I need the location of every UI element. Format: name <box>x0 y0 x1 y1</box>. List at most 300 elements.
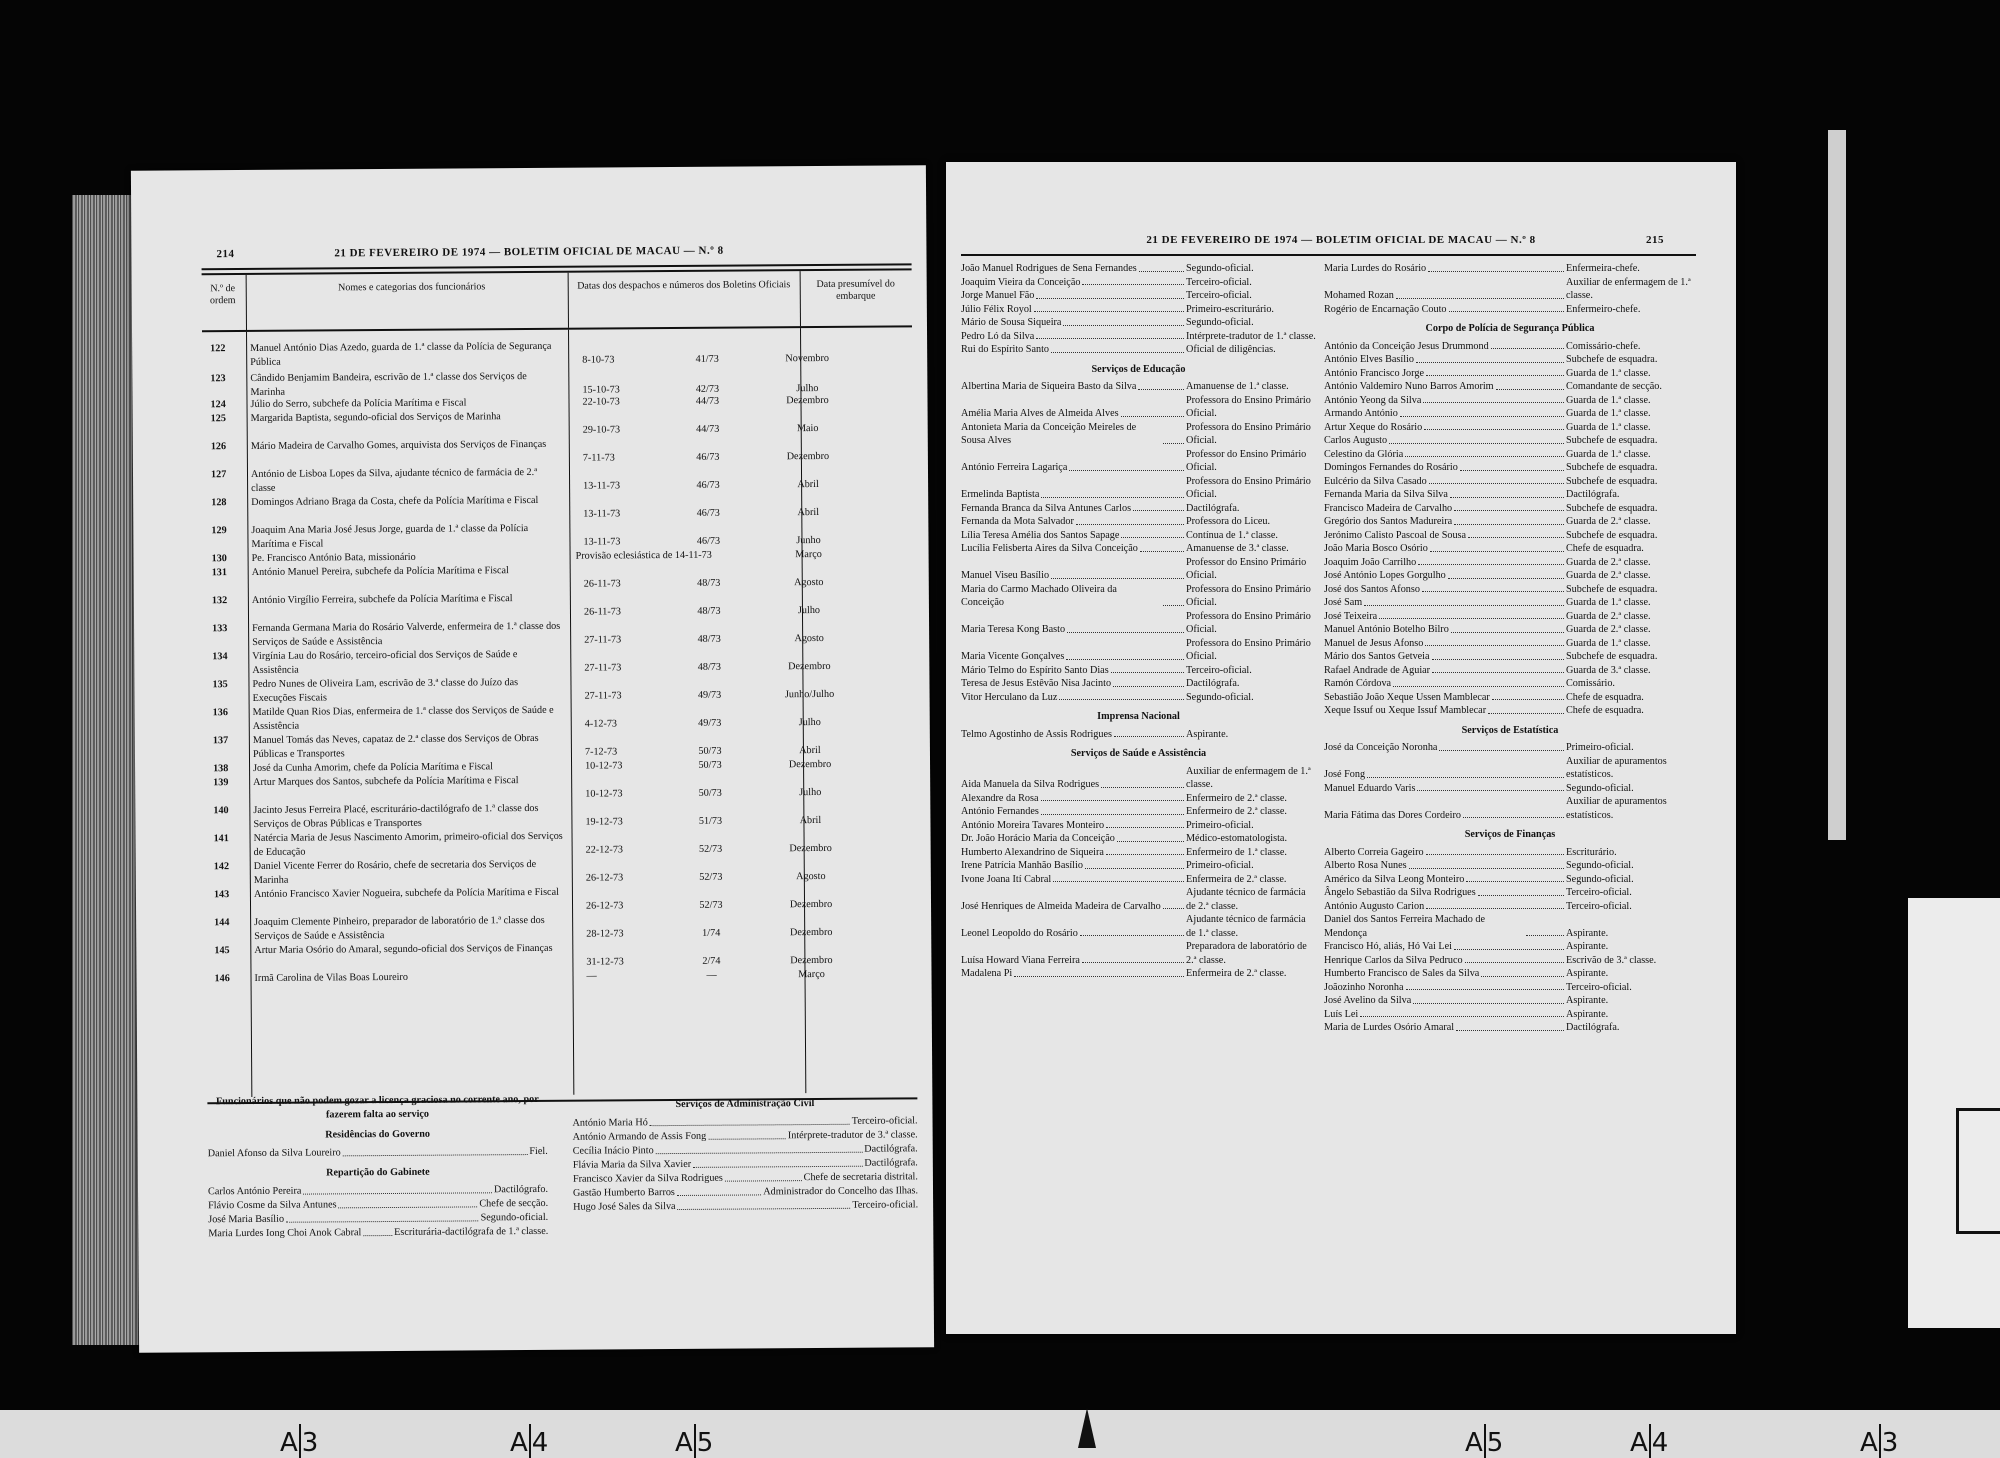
person-name: Maria Lurdes Iong Choi Anok Cabral <box>208 1227 362 1240</box>
dispatch-date: Provisão eclesiástica de 14-11-73 <box>575 549 712 562</box>
bulletin-number: 42/73 <box>695 383 720 395</box>
embark-date: Dezembro <box>786 450 830 463</box>
list-item <box>961 394 1316 421</box>
bulletin-number: 51/73 <box>698 815 723 827</box>
person-name: Daniel dos Santos Ferreira Machado de Mendonça <box>1324 914 1485 939</box>
bulletin-number: 48/73 <box>697 661 722 673</box>
position-title: Subchefe de esquadra. <box>1566 529 1658 541</box>
dispatch-date: 29-10-73 <box>582 424 621 436</box>
position-title: Professora do Ensino Primário Oficial. <box>1186 637 1311 662</box>
dispatch-date: 4-12-73 <box>584 718 618 730</box>
policia-list <box>1324 340 1696 718</box>
list-item <box>1324 276 1696 303</box>
col-header-dispatch: Datas dos despachos e números dos Boletins Oficiais <box>577 279 791 292</box>
person-name: Mário de Sousa Siqueira <box>961 317 1062 328</box>
position-title: Amanuense de 3.ª classe. <box>1186 543 1289 554</box>
list-item <box>1324 623 1696 637</box>
film-mark-a5-right: A 5 <box>1465 1424 1503 1458</box>
list-item <box>1324 556 1696 570</box>
person-name: Maria de Lurdes Osório Amaral <box>1324 1022 1455 1033</box>
estatistica-list <box>1324 741 1696 822</box>
embark-date: Dezembro <box>788 758 832 771</box>
person-name: Telmo Agostinho de Assis Rodrigues <box>961 728 1112 740</box>
list-item <box>961 728 1316 742</box>
position-title: Chefe de secretaria distrital. <box>803 1171 918 1184</box>
bulletin-number: 48/73 <box>697 577 721 589</box>
position-title: Dactilógrafa. <box>1566 1022 1620 1033</box>
person-name: Eulcério da Silva Casado <box>1324 475 1427 487</box>
row-number: 139 <box>213 777 229 789</box>
dispatch-date: 10-12-73 <box>585 788 623 800</box>
row-number: 138 <box>213 763 229 775</box>
list-item <box>961 846 1316 860</box>
list-item <box>961 262 1316 276</box>
dispatch-date: 22-12-73 <box>585 844 624 856</box>
embark-date: Abril <box>797 506 820 519</box>
row-number: 125 <box>210 413 226 425</box>
embark-date: Março <box>795 548 822 561</box>
film-mark-a3-right: A 3 <box>1860 1424 1898 1458</box>
position-title: Dactilógrafa. <box>1566 489 1620 500</box>
position-title: Escriturária-dactilógrafa de 1.ª classe. <box>394 1225 549 1238</box>
position-title: Terceiro-oficial. <box>1566 887 1632 898</box>
list-item <box>1324 542 1696 556</box>
right-page <box>946 162 1736 1334</box>
embark-date: Dezembro <box>789 926 833 939</box>
position-title: Segundo-oficial. <box>1566 860 1634 871</box>
list-item <box>961 583 1316 610</box>
dispatch-date: 26-12-73 <box>585 872 624 884</box>
list-item <box>1324 741 1696 755</box>
person-name: Manuel Viseu Basílio <box>961 570 1050 581</box>
position-title: Segundo-oficial. <box>1186 317 1254 328</box>
dispatch-date: 26-11-73 <box>583 578 621 590</box>
right-running-title: 21 DE FEVEREIRO DE 1974 — BOLETIM OFICIAL DE MACAU — N.º 8 <box>1146 234 1536 246</box>
person-name: Albertina Maria de Siqueira Basto da Silva <box>961 381 1137 392</box>
employee-name-category: Natércia Maria de Jesus Nascimento Amorim, primeiro-oficial dos Serviços de Educação <box>253 830 563 858</box>
row-number: 136 <box>212 707 228 719</box>
employee-name-category: Irmã Carolina de Vilas Boas Loureiro <box>254 971 408 984</box>
bulletin-number: 49/73 <box>698 717 722 729</box>
list-item <box>1324 596 1696 610</box>
position-title: Ajudante técnico de farmácia de 2.ª classe. <box>1186 887 1306 912</box>
dispatch-date: 26-12-73 <box>585 900 624 912</box>
row-number: 123 <box>210 373 226 385</box>
person-name: Gregório dos Santos Madureira <box>1324 516 1453 527</box>
embark-date: Maio <box>796 422 819 435</box>
person-name: Alberto Correia Gageiro <box>1324 846 1424 858</box>
notice-block <box>207 1093 548 1241</box>
person-name: José Henriques de Almeida Madeira de Carvalho <box>961 900 1161 912</box>
list-item <box>1324 515 1696 529</box>
bulletin-number: 1/74 <box>702 927 721 939</box>
position-title: Administrador do Concelho das Ilhas. <box>763 1185 919 1198</box>
list-item <box>1324 529 1696 543</box>
position-title: Professora do Liceu. <box>1186 516 1271 527</box>
person-name: José António Lopes Gorgulho <box>1324 570 1446 581</box>
list-item <box>208 1225 548 1241</box>
position-title: Enfermeira-chefe. <box>1566 263 1640 274</box>
employee-name-category: Virgínia Lau do Rosário, terceiro-oficial dos Serviços de Saúde e Assistência <box>252 649 518 676</box>
person-name: Aida Manuela da Silva Rodrigues <box>961 779 1100 790</box>
person-name: Rui do Espírito Santo <box>961 344 1050 355</box>
row-number: 130 <box>211 553 227 565</box>
col-header-number: N.º de ordem <box>209 283 236 307</box>
bulletin-number: 52/73 <box>699 871 723 883</box>
list-item <box>1324 637 1696 651</box>
row-number: 141 <box>213 833 229 845</box>
person-name: Gastão Humberto Barros <box>572 1187 675 1199</box>
position-title: Terceiro-oficial. <box>1186 290 1252 301</box>
row-number: 140 <box>213 805 229 817</box>
person-name: Flávia Maria da Silva Xavier <box>572 1158 692 1171</box>
bulletin-number: — <box>706 969 717 981</box>
position-title: Professora do Ensino Primário Oficial. <box>1186 610 1311 635</box>
person-name: Maria Lurdes do Rosário <box>1324 263 1427 274</box>
person-name: Henrique Carlos da Silva Pedruco <box>1324 954 1463 966</box>
embark-date: Dezembro <box>790 954 833 967</box>
position-title: Aspirante. <box>1566 995 1609 1006</box>
person-name: Lucília Felisberta Aires da Silva Conceição <box>961 543 1138 554</box>
position-title: Contínua de 1.ª classe. <box>1186 529 1278 541</box>
embark-date: Dezembro <box>788 660 831 673</box>
person-name: António Fernandes <box>961 806 1039 817</box>
dispatch-date: 26-11-73 <box>583 606 621 618</box>
right-page-number: 215 <box>1646 234 1664 246</box>
position-title: Escriturário. <box>1566 846 1617 858</box>
position-title: Médico-estomatologista. <box>1186 833 1288 844</box>
right-page-header <box>946 234 1736 252</box>
employee-name-category: António de Lisboa Lopes da Silva, ajudante técnico de farmácia de 2.ª classe <box>250 466 538 494</box>
person-name: Lília Teresa Amélia dos Santos Sapage <box>961 529 1120 541</box>
list-item <box>1324 704 1696 718</box>
person-name: Ângelo Sebastião da Silva Rodrigues <box>1324 887 1476 898</box>
position-title: Segundo-oficial. <box>1186 691 1254 703</box>
position-title: Guarda de 1.ª classe. <box>1566 637 1651 649</box>
position-title: Auxiliar de enfermagem de 1.ª classe. <box>1566 276 1691 301</box>
notice-text: Funcionários que não podem gozar a licença graciosa no corrente ano, por fazerem falta ao serviço <box>215 1093 539 1121</box>
employee-name-category: Artur Marques dos Santos, subchefe da Polícia Marítima e Fiscal <box>253 775 519 788</box>
bulletin-number: 52/73 <box>699 899 723 911</box>
table-header <box>202 268 912 332</box>
bulletin-number: 50/73 <box>698 759 722 771</box>
person-name: António Valdemiro Nuno Barros Amorim <box>1324 381 1494 392</box>
person-name: Joaquim João Carrilho <box>1324 556 1417 568</box>
list-item <box>961 542 1316 556</box>
dispatch-date: 31-12-73 <box>586 956 624 968</box>
list-item <box>961 343 1316 357</box>
person-name: António Ferreira Lagariça <box>961 462 1068 473</box>
list-item <box>961 448 1316 475</box>
position-title: Enfermeiro de 1.ª classe. <box>1186 846 1287 858</box>
position-title: Professora do Ensino Primário Oficial. <box>1186 421 1311 446</box>
person-name: Cecília Inácio Pinto <box>572 1145 654 1157</box>
person-name: Sebastião João Xeque Ussen Mamblecar <box>1324 691 1490 703</box>
position-title: Enfermeiro de 2.ª classe. <box>1186 792 1287 804</box>
person-name: Alexandre da Rosa <box>961 792 1039 804</box>
person-name: Domingos Fernandes do Rosário <box>1324 462 1458 473</box>
person-name: Francisco Xavier da Silva Rodrigues <box>572 1172 723 1185</box>
list-item <box>1324 407 1696 421</box>
embark-date: Março <box>798 968 825 981</box>
employee-name-category: Pedro Nunes de Oliveira Lam, escrivão de 3.ª classe do Juízo das Execuções Fiscais <box>252 677 519 704</box>
position-title: Guarda de 1.ª classe. <box>1566 597 1651 608</box>
person-name: Amélia Maria Alves de Almeida Alves <box>961 408 1119 419</box>
list-item <box>961 303 1316 317</box>
position-title: Terceiro-oficial. <box>1566 900 1632 912</box>
person-name: Artur Xeque do Rosário <box>1324 421 1423 433</box>
list-item <box>1324 1008 1696 1022</box>
dispatch-date: 22-10-73 <box>582 396 620 408</box>
position-title: Professor do Ensino Primário Oficial. <box>1186 556 1307 581</box>
list-item <box>1324 475 1696 489</box>
person-name: José dos Santos Afonso <box>1324 583 1420 595</box>
list-item <box>1324 380 1696 394</box>
section-administracao-civil: Serviços de Administração Civil <box>675 1098 815 1111</box>
left-page <box>131 165 934 1353</box>
list-item <box>1324 967 1696 981</box>
col2-top-list <box>1324 262 1696 316</box>
person-name: José Maria Basílio <box>208 1213 285 1226</box>
list-item <box>961 330 1316 344</box>
row-number: 142 <box>213 861 230 873</box>
position-title: Professora do Ensino Primário Oficial. <box>1186 583 1311 608</box>
dispatch-date: 28-12-73 <box>586 928 624 940</box>
gabinete-list <box>208 1183 548 1241</box>
list-item <box>961 913 1316 940</box>
person-name: Fernanda Maria da Silva Silva <box>1324 489 1448 500</box>
position-title: Dactilógrafa. <box>864 1157 918 1169</box>
position-title: Intérprete-tradutor de 1.ª classe. <box>1186 330 1316 342</box>
employee-name-category: Júlio do Serro, subchefe da Polícia Marítima e Fiscal <box>250 397 467 410</box>
list-item <box>1324 994 1696 1008</box>
list-item <box>961 475 1316 502</box>
person-name: Hugo José Sales da Silva <box>573 1201 676 1213</box>
employee-name-category: Joaquim Ana Maria José Jesus Jorge, guarda de 1.ª classe da Polícia Marítima e Fiscal <box>251 523 529 550</box>
person-name: João Maria Bosco Osório <box>1324 543 1428 554</box>
section-residencias: Residências do Governo <box>325 1128 431 1141</box>
position-title: Primeiro-oficial. <box>1186 819 1254 831</box>
list-item <box>961 316 1316 330</box>
list-item <box>1324 859 1696 873</box>
position-title: Segundo-oficial. <box>1186 263 1254 274</box>
list-item <box>1324 461 1696 475</box>
position-title: Subchefe de esquadra. <box>1566 583 1658 595</box>
dispatch-date: 27-11-73 <box>584 690 622 702</box>
person-name: José Sam <box>1324 597 1363 608</box>
position-title: Professor do Ensino Primário Oficial. <box>1186 448 1307 473</box>
position-title: Amanuense de 1.ª classe. <box>1186 381 1289 392</box>
person-name: Luísa Howard Viana Ferreira <box>961 954 1080 966</box>
col-header-names: Nomes e categorias dos funcionários <box>338 281 486 294</box>
dispatch-date: 13-11-73 <box>583 508 621 520</box>
list-item <box>1324 1021 1696 1035</box>
position-title: Subchefe de esquadra. <box>1566 651 1658 662</box>
embark-date: Abril <box>797 478 819 491</box>
row-number: 145 <box>214 945 230 957</box>
list-item <box>961 515 1316 529</box>
list-item <box>1324 981 1696 995</box>
imprensa-list <box>961 728 1316 742</box>
position-title: Guarda de 1.ª classe. <box>1566 408 1651 419</box>
position-title: Terceiro-oficial. <box>1186 276 1252 288</box>
saude-list <box>961 765 1316 981</box>
employee-name-category: Margarida Baptista, segundo-oficial dos Serviços de Marinha <box>250 411 501 424</box>
position-title: Primeiro-oficial. <box>1186 860 1254 871</box>
bulletin-number: 44/73 <box>695 395 720 407</box>
bulletin-number: 49/73 <box>697 689 722 701</box>
bulletin-number: 46/73 <box>696 535 721 547</box>
col1-top-list <box>961 262 1316 357</box>
row-number: 129 <box>211 525 227 537</box>
dispatch-date: 13-11-73 <box>583 536 621 548</box>
section-imprensa: Imprensa Nacional <box>1097 711 1180 722</box>
person-name: António Francisco Jorge <box>1324 367 1424 379</box>
position-title: Subchefe de esquadra. <box>1566 462 1658 473</box>
position-title: Aspirante. <box>1566 1008 1609 1020</box>
employee-name-category: Manuel António Dias Azedo, guarda de 1.ª classe da Polícia de Segurança Pública <box>250 340 552 368</box>
person-name: Flávio Cosme da Silva Antunes <box>208 1199 337 1212</box>
position-title: Preparadora de laboratório de 2.ª classe. <box>1186 941 1307 966</box>
person-name: Humberto Francisco de Sales da Silva <box>1324 968 1480 979</box>
dispatch-date: 15-10-73 <box>582 384 620 396</box>
list-item <box>1324 664 1696 678</box>
position-title: Guarda de 2.ª classe. <box>1566 556 1651 568</box>
list-item <box>1324 394 1696 408</box>
list-item <box>961 886 1316 913</box>
position-title: Ajudante técnico de farmácia de 1.ª classe. <box>1186 914 1306 939</box>
list-item <box>208 1145 548 1161</box>
list-item <box>1324 610 1696 624</box>
list-item <box>1324 782 1696 796</box>
person-name: Ermelinda Baptista <box>961 489 1040 500</box>
position-title: Subchefe de esquadra. <box>1566 502 1658 514</box>
person-name: Dr. João Horácio Maria da Conceição <box>961 833 1115 844</box>
position-title: Aspirante. <box>1566 968 1609 979</box>
employee-name-category: Jacinto Jesus Ferreira Placé, escriturário-dactilógrafo de 1.ª classe dos Serviços de Obras Públicas e Transportes <box>253 802 539 830</box>
section-policia: Corpo de Polícia de Segurança Pública <box>1425 323 1595 334</box>
person-name: Irene Patrícia Manhão Basílio <box>961 860 1083 871</box>
person-name: Madalena Pi <box>961 968 1013 979</box>
position-title: Segundo-oficial. <box>1566 782 1634 794</box>
position-title: Guarda de 2.ª classe. <box>1566 610 1651 622</box>
list-item <box>961 832 1316 846</box>
table-row <box>202 337 912 368</box>
list-item <box>961 792 1316 806</box>
list-item <box>1324 340 1696 354</box>
embark-date: Agosto <box>794 632 824 645</box>
employee-name-category: Manuel Tomás das Neves, capataz de 2.ª classe dos Serviços de Obras Públicas e Transportes <box>252 732 539 760</box>
row-number: 146 <box>214 973 230 985</box>
list-item <box>961 529 1316 543</box>
embark-date: Dezembro <box>789 898 833 911</box>
row-number: 134 <box>212 651 228 663</box>
admcivil-list <box>572 1114 918 1214</box>
list-item <box>961 805 1316 819</box>
person-name: José Avelino da Silva <box>1324 995 1412 1006</box>
embark-date: Agosto <box>796 870 826 883</box>
embark-date: Julho <box>796 382 819 395</box>
admcivil-block <box>572 1090 918 1214</box>
dispatch-date: 7-11-73 <box>582 452 615 464</box>
person-name: Pedro Ló da Silva <box>961 330 1035 342</box>
person-name: José Teixeira <box>1324 610 1378 622</box>
position-title: Comissário. <box>1566 678 1615 689</box>
list-item <box>961 556 1316 583</box>
table-row <box>206 967 916 985</box>
row-number: 133 <box>212 623 228 635</box>
film-mark-a4-right: A 4 <box>1630 1424 1668 1458</box>
position-title: Terceiro-oficial. <box>851 1115 918 1127</box>
employee-name-category: José da Cunha Amorim, chefe da Polícia Marítima e Fiscal <box>253 761 494 774</box>
bulletin-number: 44/73 <box>696 423 720 435</box>
position-title: Guarda de 1.ª classe. <box>1566 394 1651 406</box>
section-estatistica: Serviços de Estatística <box>1461 724 1559 736</box>
list-item <box>1324 913 1696 940</box>
person-name: António da Conceição Jesus Drummond <box>1324 340 1489 352</box>
position-title: Comissário-chefe. <box>1566 340 1641 352</box>
person-name: António Elves Basílio <box>1324 354 1414 365</box>
list-item <box>961 380 1316 394</box>
employee-name-category: António Manuel Pereira, subchefe da Polícia Marítima e Fiscal <box>251 565 509 578</box>
dispatch-date: 7-12-73 <box>584 746 618 758</box>
bulletin-number: 50/73 <box>698 745 722 757</box>
person-name: Celestino da Glória <box>1324 448 1404 460</box>
employee-name-category: Domingos Adriano Braga da Costa, chefe da Polícia Marítima e Fiscal <box>251 494 539 508</box>
position-title: Dactilógrafa. <box>1186 678 1240 689</box>
dispatch-date: 8-10-73 <box>582 354 615 366</box>
position-title: Guarda de 2.ª classe. <box>1566 516 1651 527</box>
person-name: Carlos António Pereira <box>207 1185 302 1198</box>
list-item <box>961 289 1316 303</box>
person-name: José da Conceição Noronha <box>1324 742 1438 753</box>
employee-name-category: Cândido Benjamim Bandeira, escrivão de 1.ª classe dos Serviços de Marinha <box>250 371 527 398</box>
position-title: Professora do Ensino Primário Oficial. <box>1186 394 1311 419</box>
list-item <box>573 1198 918 1214</box>
person-name: Jerónimo Calisto Pascoal de Sousa <box>1324 529 1467 541</box>
row-number: 143 <box>213 889 230 901</box>
position-title: Guarda de 3.ª classe. <box>1566 664 1651 676</box>
position-title: Subchefe de esquadra. <box>1566 475 1658 487</box>
person-name: Manuel Eduardo Varis <box>1324 782 1416 794</box>
bulletin-number: 46/73 <box>696 507 720 519</box>
list-item <box>961 859 1316 873</box>
list-item <box>1324 650 1696 664</box>
employee-name-category: Daniel Vicente Ferrer do Rosário, chefe de secretaria dos Serviços de Marinha <box>253 858 537 886</box>
list-item <box>1324 873 1696 887</box>
position-title: Auxiliar de enfermagem de 1.ª classe. <box>1186 765 1311 790</box>
person-name: Carlos Augusto <box>1324 435 1388 446</box>
bulletin-number: 48/73 <box>697 605 721 617</box>
list-item <box>1324 677 1696 691</box>
person-name: João Manuel Rodrigues de Sena Fernandes <box>961 263 1137 274</box>
list-item <box>1324 900 1696 914</box>
list-item <box>1324 262 1696 276</box>
list-item <box>961 276 1316 290</box>
embark-date: Junho <box>796 534 821 547</box>
person-name: Leonel Leopoldo do Rosário <box>961 927 1078 939</box>
employee-name-category: António Virgílio Ferreira, subchefe da Polícia Marítima e Fiscal <box>251 593 513 606</box>
position-title: Subchefe de esquadra. <box>1566 435 1658 446</box>
embark-date: Novembro <box>785 352 830 365</box>
film-strip <box>0 1410 2000 1458</box>
list-item <box>961 421 1316 448</box>
position-title: Aspirante. <box>1566 941 1609 952</box>
embark-date: Abril <box>799 814 822 827</box>
position-title: Terceiro-oficial. <box>1566 981 1632 993</box>
person-name: António Armando de Assis Fong <box>572 1130 707 1143</box>
position-title: Fiel. <box>529 1145 548 1158</box>
